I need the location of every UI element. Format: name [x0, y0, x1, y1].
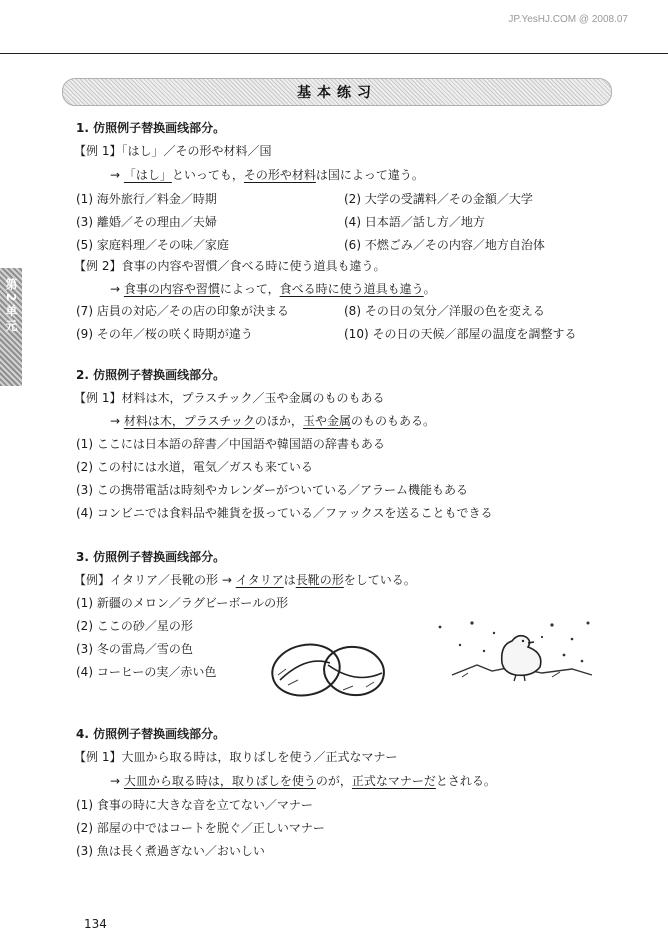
coffee-beans-illustration	[258, 635, 398, 700]
section-1-example-1	[74, 142, 271, 159]
header-rule	[0, 53, 668, 54]
underlined-phrase: 食べる時に使う道具も違う	[279, 282, 424, 296]
coffee-bean-left-seam	[280, 661, 330, 680]
ptarmigan-illustration	[432, 615, 600, 695]
list-item: (4) コーヒーの実／赤い色	[76, 665, 217, 679]
answer-text: をしている。	[343, 573, 416, 587]
section-1-example-2	[74, 257, 385, 274]
underlined-phrase: イタリア	[235, 573, 284, 587]
ptarmigan-body	[502, 636, 541, 676]
arrow: →	[110, 168, 124, 182]
underlined-phrase: その形や材料	[243, 168, 316, 182]
example-label: 【例 1】	[74, 750, 122, 764]
section-4-example-1	[74, 748, 397, 765]
list-item: (3) この携帯電話は時刻やカレンダーがついている／アラーム機能もある	[76, 483, 469, 497]
page-number: 134	[84, 917, 107, 931]
section-2-example-1-answer	[110, 412, 435, 429]
list-item: (3) 冬の雷鳥／雪の色	[76, 642, 193, 656]
example-prompt: 大皿から取る時は，取りばしを使う／正式なマナー	[121, 750, 398, 764]
unit-side-tab	[0, 268, 22, 386]
list-item: (10) その日の天候／部屋の温度を調整する	[344, 327, 577, 341]
answer-text: は	[283, 573, 296, 587]
answer-text: といっても，	[171, 168, 244, 182]
underlined-phrase: 大皿から取る時は，取りばしを使う	[123, 774, 316, 788]
list-item: (2) 大学の受講料／その金額／大学	[344, 192, 533, 206]
section-4-example-1-answer	[110, 772, 496, 789]
list-item: (8) その日の気分／洋服の色を変える	[344, 304, 545, 318]
example-prompt: イタリア／長靴の形	[110, 573, 219, 587]
underlined-phrase: 材料は木，プラスチック	[123, 414, 255, 428]
list-item: (6) 不燃ごみ／その内容／地方自治体	[344, 238, 545, 252]
section-1-example-2-answer	[110, 280, 436, 297]
answer-text: のが，	[315, 774, 352, 788]
list-item: (4) コンビニでは食料品や雑貨を扱っている／ファックスを送ることもできる	[76, 506, 493, 520]
list-item: (5) 家庭料理／その味／家庭	[76, 238, 229, 252]
section-3-example	[74, 571, 416, 588]
watermark: JP.YesHJ.COM @ 2008.07	[508, 14, 628, 25]
list-item: (4) 日本語／話し方／地方	[344, 215, 485, 229]
answer-text: とされる。	[435, 774, 496, 788]
banner-title: 基本练习	[297, 85, 377, 101]
answer-text: は国によって違う。	[315, 168, 424, 182]
underlined-phrase: 正式なマナーだ	[351, 774, 436, 788]
answer-text: のほか，	[254, 414, 303, 428]
section-2-title: 2. 仿照例子替换画线部分。	[76, 368, 226, 382]
list-item: (2) ここの砂／星の形	[76, 619, 193, 633]
underlined-phrase: 食事の内容や習慣	[123, 282, 220, 296]
coffee-bean-left	[268, 638, 345, 700]
section-1-example-1-answer	[110, 166, 424, 183]
list-item: (2) この村には水道，電気／ガスも来ている	[76, 460, 313, 474]
example-label: 【例】	[74, 573, 111, 587]
list-item: (9) その年／桜の咲く時期が違う	[76, 327, 253, 341]
coffee-bean-right-seam	[328, 665, 382, 678]
list-item: (7) 店員の対応／その店の印象が決まる	[76, 304, 289, 318]
example-prompt: 「はし」／その形や材料／国	[121, 144, 272, 158]
section-2-example-1	[74, 389, 385, 406]
list-item: (3) 魚は長く煮過ぎない／おいしい	[76, 844, 265, 858]
section-1-title: 1. 仿照例子替换画线部分。	[76, 121, 226, 135]
list-item: (3) 離婚／その理由／夫婦	[76, 215, 217, 229]
list-item: (1) 海外旅行／料金／時期	[76, 192, 217, 206]
arrow: →	[110, 414, 124, 428]
answer-text: のものもある。	[350, 414, 435, 428]
section-4-title: 4. 仿照例子替换画线部分。	[76, 727, 226, 741]
list-item: (1) 新疆のメロン／ラグビーボールの形	[76, 596, 289, 610]
unit-side-tab-label: 第2单元	[4, 278, 18, 335]
underlined-phrase: 長靴の形	[295, 573, 344, 587]
example-label: 【例 1】	[74, 144, 122, 158]
arrow: →	[221, 573, 236, 587]
answer-text: によって，	[219, 282, 280, 296]
arrow: →	[110, 774, 124, 788]
list-item: (1) 食事の時に大きな音を立てない／マナー	[76, 798, 313, 812]
example-label: 【例 1】	[74, 391, 122, 405]
section-banner	[62, 78, 612, 106]
section-3-title: 3. 仿照例子替换画线部分。	[76, 550, 226, 564]
underlined-phrase: 玉や金属	[302, 414, 351, 428]
example-prompt: 材料は木，プラスチック／玉や金属のものもある	[121, 391, 385, 405]
list-item: (2) 部屋の中ではコートを脱ぐ／正しいマナー	[76, 821, 325, 835]
list-item: (1) ここには日本語の辞書／中国語や韓国語の辞書もある	[76, 437, 385, 451]
example-prompt: 食事の内容や習慣／食べる時に使う道具も違う。	[121, 259, 386, 273]
underlined-phrase: 「はし」	[123, 168, 172, 182]
answer-text: 。	[423, 282, 436, 296]
example-label: 【例 2】	[74, 259, 122, 273]
arrow: →	[110, 282, 124, 296]
